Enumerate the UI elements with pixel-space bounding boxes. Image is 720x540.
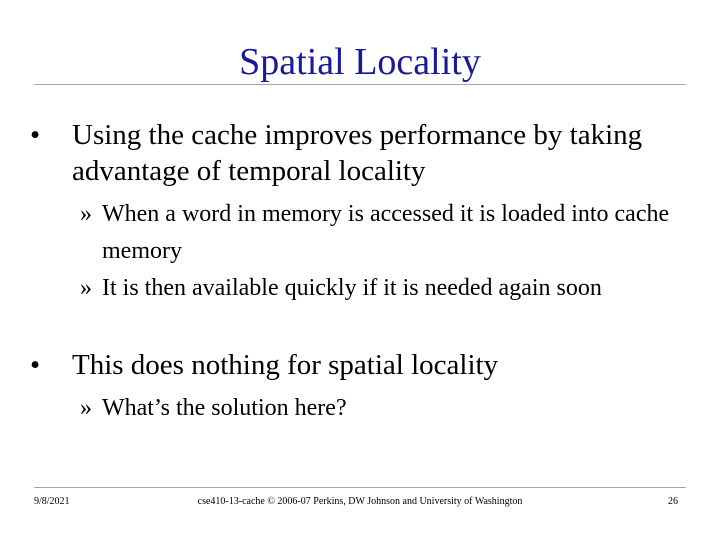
sub-bullet-text: What’s the solution here? [102,395,347,421]
sub-bullet-marker: » [80,395,92,421]
footer-date: 9/8/2021 [34,496,70,507]
bullet-marker: • [30,349,41,381]
footer-page-number: 26 [668,496,678,507]
title-divider [34,84,686,85]
footer-divider [34,487,686,488]
sub-bullet-item [80,390,680,427]
bullet-item [30,117,690,189]
sub-bullet-text: When a word in memory is accessed it is loaded into cache memory [102,201,670,264]
sub-bullet-marker: » [80,201,92,227]
slide-title: Spatial Locality [239,41,481,83]
footer-copyright: cse410-13-cache © 2006-07 Perkins, DW Johnson and University of Washington [197,496,523,507]
bullet-text: This does nothing for spatial locality [72,349,499,381]
bullet-item [30,347,690,383]
sub-bullet-item [80,196,680,270]
bullet-marker: • [30,119,41,151]
bullet-text: Using the cache improves performance by taking advantage of temporal locality [72,119,643,187]
sub-bullet-text: It is then available quickly if it is needed again soon [102,275,602,301]
sub-bullet-marker: » [80,275,92,301]
sub-bullet-item [80,270,680,307]
